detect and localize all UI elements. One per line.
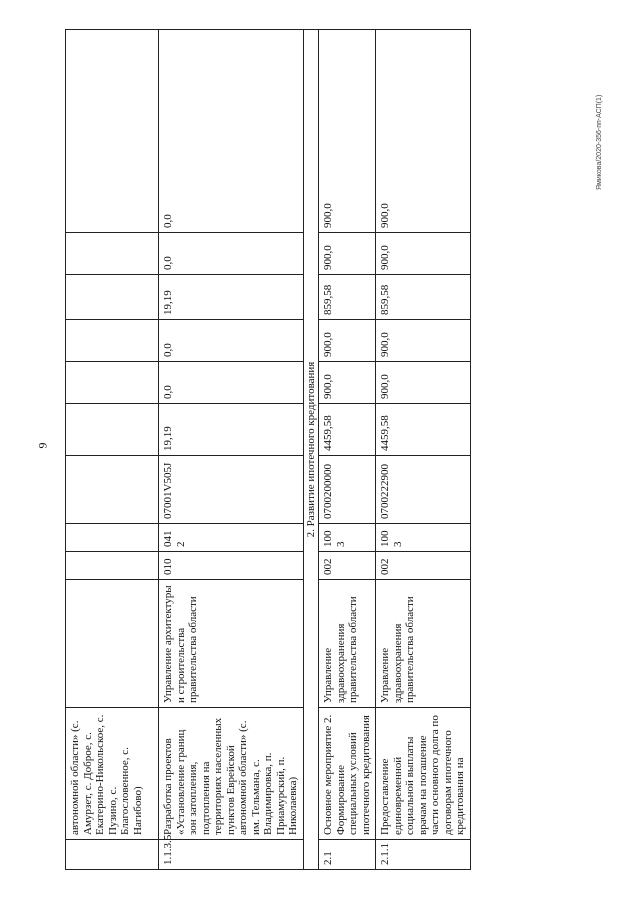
amount-2024: 900,0 (319, 30, 376, 233)
grbs-code: 010 (159, 552, 304, 580)
table-row (159, 30, 304, 870)
row-number: 2.1 (319, 840, 376, 870)
rz-code: 1003 (319, 524, 376, 552)
executor: Управление здравоохранения правительства области (376, 580, 471, 708)
row-number: 2.1.1 (376, 840, 471, 870)
rz-code: 0412 (159, 524, 304, 552)
rz-code: 1003 (376, 524, 471, 552)
measure-name: Основное мероприятие 2. Формирование специальных условий ипотечного кредитования (319, 708, 376, 840)
measure-name: автономной области» (с. Амурзет, с. Доброе, с. Екатерино-Никольское, с. Пузино, с. Благословенное, с. Нагибово) (66, 708, 159, 840)
table-row (319, 30, 376, 870)
amount-2023: 900,0 (319, 233, 376, 275)
document-code (596, 94, 640, 197)
grbs-code (66, 552, 159, 580)
amount-2020: 900,0 (376, 362, 471, 404)
budget-table (65, 29, 471, 870)
section-row (303, 30, 319, 870)
grbs-code: 002 (376, 552, 471, 580)
measure-name: Разработка проектов «Установление границ зон затопления, подтопления на территориях населенных пунктов Еврейской автономной области» (с. им. Тельмана, с. Владимировка, п. Приамурский, п. Николаевка) (159, 708, 304, 840)
amount-2023: 900,0 (376, 233, 471, 275)
total-amount: 4459,58 (376, 404, 471, 456)
executor: Управление здравоохранения правительства области (319, 580, 376, 708)
amount-2021: 0,0 (159, 320, 304, 362)
amount-2021 (66, 320, 159, 362)
row-number (66, 840, 159, 870)
csr-code: 07001V505J (159, 456, 304, 524)
document-code-text: Ямикова/2020-356-пп-АСП(1) (596, 94, 603, 190)
total-amount (66, 404, 159, 456)
amount-2020: 900,0 (319, 362, 376, 404)
measure-name: Предоставление единовременной социальной выплаты врачам на погашение части основного долга по договорам ипотечного кредитования на (376, 708, 471, 840)
total-amount: 4459,58 (319, 404, 376, 456)
rz-code (66, 524, 159, 552)
amount-2022: 859,58 (319, 275, 376, 320)
csr-code: 0700222900 (376, 456, 471, 524)
amount-2022: 859,58 (376, 275, 471, 320)
amount-2023 (66, 233, 159, 275)
executor (66, 580, 159, 708)
executor: Управление архитектуры и строительства правительства области (159, 580, 304, 708)
amount-2023: 0,0 (159, 233, 304, 275)
amount-2022 (66, 275, 159, 320)
budget-table-sheet (65, 30, 466, 870)
row-number: 1.1.3.5 (159, 840, 304, 870)
amount-2021: 900,0 (376, 320, 471, 362)
amount-2020 (66, 362, 159, 404)
section-title: 2. Развитие ипотечного кредитования (303, 30, 319, 870)
amount-2024 (66, 30, 159, 233)
csr-code (66, 456, 159, 524)
table-row (66, 30, 159, 870)
grbs-code: 002 (319, 552, 376, 580)
amount-2024: 900,0 (376, 30, 471, 233)
csr-code: 0700200000 (319, 456, 376, 524)
total-amount: 19,19 (159, 404, 304, 456)
table-row (376, 30, 471, 870)
amount-2024: 0,0 (159, 30, 304, 233)
amount-2022: 19,19 (159, 275, 304, 320)
amount-2020: 0,0 (159, 362, 304, 404)
page-number: 9 (35, 442, 50, 449)
amount-2021: 900,0 (319, 320, 376, 362)
